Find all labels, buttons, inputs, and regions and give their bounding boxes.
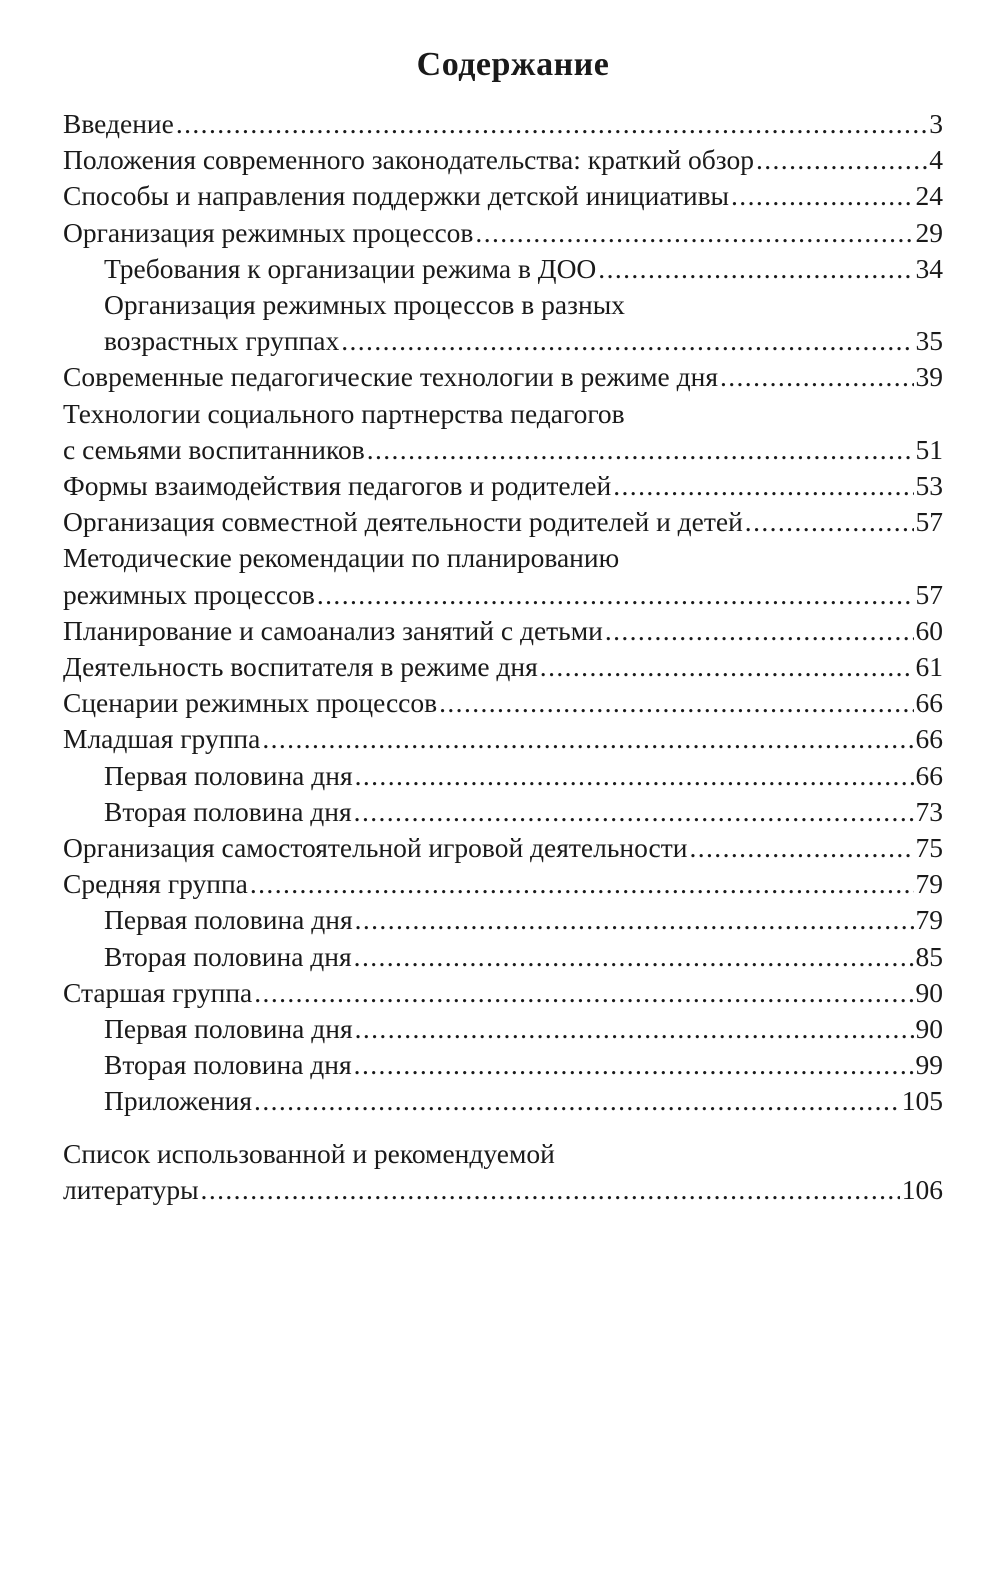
toc-page-number: 85 [915, 940, 943, 972]
toc-page-number: 106 [901, 1173, 943, 1205]
toc-entry-title-line1: Список использованной и рекомендуемой [63, 1137, 555, 1169]
toc-entry-title: Организация самостоятельной игровой деятельности [63, 832, 688, 864]
toc-entry[interactable] [63, 685, 943, 721]
toc-page [63, 40, 943, 1208]
dot-leader [540, 649, 914, 685]
toc-page-number: 90 [915, 1013, 943, 1045]
toc-page-number: 79 [915, 868, 943, 900]
toc-entry-title: Деятельность воспитателя в режиме дня [63, 651, 538, 683]
toc-subentry[interactable] [63, 287, 943, 359]
toc-subentry[interactable] [63, 794, 943, 830]
toc-entry-title: литературы [63, 1173, 199, 1205]
toc-page-number: 51 [915, 433, 943, 465]
toc-entry[interactable] [63, 142, 943, 178]
toc-page-number: 99 [915, 1049, 943, 1081]
toc-page-number: 53 [915, 470, 943, 502]
toc-page-number: 105 [901, 1085, 943, 1117]
dot-leader [355, 758, 914, 794]
dot-leader [176, 106, 927, 142]
toc-page-number: 34 [915, 252, 943, 284]
toc-list [63, 106, 943, 1208]
dot-leader [720, 359, 914, 395]
toc-entry-title: Способы и направления поддержки детской инициативы [63, 180, 730, 212]
toc-entry-title: Вторая половина дня [104, 940, 352, 972]
toc-subentry[interactable] [63, 251, 943, 287]
dot-leader [598, 251, 913, 287]
toc-entry-title: Требования к организации режима в ДОО [104, 252, 597, 284]
dot-leader [605, 613, 914, 649]
toc-page-number: 39 [915, 361, 943, 393]
dot-leader [367, 432, 914, 468]
toc-entry-title: Приложения [104, 1085, 253, 1117]
dot-leader [254, 1083, 900, 1119]
toc-page-number: 57 [915, 578, 943, 610]
toc-entry-title: режимных процессов [63, 578, 315, 610]
toc-page-number: 60 [915, 614, 943, 646]
toc-entry-title-line1: Методические рекомендации по планированию [63, 542, 620, 574]
dot-leader [475, 215, 913, 251]
toc-entry[interactable] [63, 540, 943, 612]
toc-entry-title: с семьями воспитанников [63, 433, 365, 465]
toc-entry[interactable] [63, 649, 943, 685]
toc-page-number: 90 [915, 976, 943, 1008]
toc-page-number: 35 [915, 325, 943, 357]
toc-entry-title: Планирование и самоанализ занятий с детьми [63, 614, 603, 646]
toc-entry-title: Вторая половина дня [104, 795, 352, 827]
toc-entry[interactable] [63, 178, 943, 214]
toc-entry[interactable] [63, 359, 943, 395]
toc-entry-title: Первая половина дня [104, 904, 353, 936]
toc-page-number: 29 [915, 216, 943, 248]
toc-entry-title-line1: Организация режимных процессов в разных [104, 289, 625, 321]
toc-subentry[interactable] [63, 758, 943, 794]
toc-entry[interactable] [63, 721, 943, 757]
toc-entry-title: Старшая группа [63, 976, 253, 1008]
toc-entry[interactable] [63, 866, 943, 902]
toc-entry[interactable] [63, 106, 943, 142]
dot-leader [250, 866, 914, 902]
dot-leader [731, 178, 913, 214]
toc-subentry[interactable] [63, 1083, 943, 1119]
dot-leader [439, 685, 913, 721]
page-title: Содержание [416, 46, 610, 83]
toc-page-number: 66 [915, 687, 943, 719]
toc-page-number: 3 [929, 108, 943, 139]
dot-leader [745, 504, 914, 540]
toc-entry-title: Первая половина дня [104, 1013, 353, 1045]
toc-entry-title: Организация режимных процессов [63, 216, 474, 248]
toc-entry[interactable] [63, 975, 943, 1011]
dot-leader [689, 830, 913, 866]
toc-entry-title: Формы взаимодействия педагогов и родителей [63, 470, 612, 502]
toc-entry-title-line1: Технологии социального партнерства педагогов [63, 397, 625, 429]
toc-entry-title: Сценарии режимных процессов [63, 687, 438, 719]
dot-leader [354, 794, 914, 830]
toc-entry-title: Современные педагогические технологии в режиме дня [63, 361, 718, 393]
dot-leader [354, 939, 914, 975]
toc-page-number: 75 [915, 832, 943, 864]
toc-page-number: 24 [915, 180, 943, 212]
toc-page-number: 61 [915, 651, 943, 683]
dot-leader [355, 1011, 914, 1047]
dot-leader [317, 577, 914, 613]
dot-leader [262, 721, 913, 757]
toc-page-number: 66 [915, 723, 943, 755]
toc-subentry[interactable] [63, 1011, 943, 1047]
toc-entry-title: Вторая половина дня [104, 1049, 352, 1081]
toc-page-number: 66 [915, 759, 943, 791]
toc-entry-title: Первая половина дня [104, 759, 353, 791]
toc-entry[interactable] [63, 396, 943, 468]
toc-entry[interactable] [63, 504, 943, 540]
dot-leader [341, 323, 913, 359]
dot-leader [613, 468, 913, 504]
dot-leader [354, 1047, 914, 1083]
toc-subentry[interactable] [63, 1047, 943, 1083]
toc-entry[interactable] [63, 613, 943, 649]
dot-leader [201, 1172, 900, 1208]
dot-leader [254, 975, 913, 1011]
toc-page-number: 4 [929, 144, 943, 176]
toc-entry-title: Средняя группа [63, 868, 248, 900]
dot-leader [756, 142, 927, 178]
toc-entry-title: Положения современного законодательства: краткий обзор [63, 144, 754, 176]
toc-page-number: 79 [915, 904, 943, 936]
toc-entry-title: возрастных группах [104, 325, 340, 357]
toc-entry[interactable] [63, 215, 943, 251]
toc-entry-title: Младшая группа [63, 723, 261, 755]
toc-entry-title: Введение [63, 108, 174, 139]
toc-entry-title: Организация совместной деятельности родителей и детей [63, 506, 743, 538]
toc-page-number: 73 [915, 795, 943, 827]
toc-subentry[interactable] [63, 939, 943, 975]
toc-subentry[interactable] [63, 902, 943, 938]
toc-entry[interactable] [63, 1136, 943, 1208]
dot-leader [355, 902, 914, 938]
toc-entry[interactable] [63, 468, 943, 504]
toc-page-number: 57 [915, 506, 943, 538]
toc-entry[interactable] [63, 830, 943, 866]
